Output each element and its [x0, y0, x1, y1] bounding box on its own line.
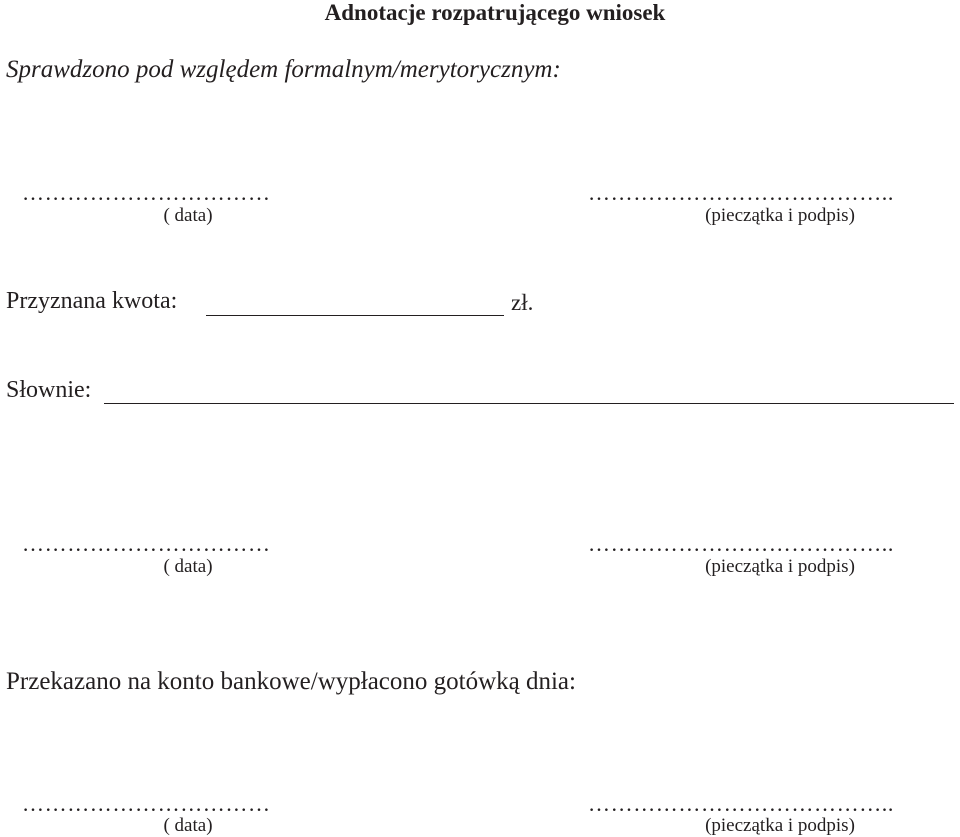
date-caption: ( data)	[163, 205, 213, 226]
date-dotted-line: ……………………………	[22, 180, 271, 205]
date-dotted-line: ……………………………	[22, 531, 271, 556]
date-caption: ( data)	[163, 815, 213, 836]
in-words-field[interactable]	[104, 403, 954, 404]
date-dotted-line: ……………………………	[22, 791, 271, 816]
date-caption: ( data)	[163, 556, 213, 577]
stamp-signature-caption: (pieczątka i podpis)	[705, 556, 855, 577]
currency-label: zł.	[511, 290, 534, 315]
stamp-dotted-line: …………………………………..	[588, 180, 894, 205]
review-check-label: Sprawdzono pod względem formalnym/merytorycznym:	[6, 56, 561, 83]
stamp-signature-caption: (pieczątka i podpis)	[705, 815, 855, 836]
stamp-dotted-line: …………………………………..	[588, 791, 894, 816]
in-words-label: Słownie:	[6, 377, 92, 403]
transfer-label: Przekazano na konto bankowe/wypłacono gotówką dnia:	[6, 668, 576, 695]
granted-amount-label: Przyznana kwota:	[6, 288, 178, 314]
granted-amount-field[interactable]	[206, 315, 504, 316]
page-title: Adnotacje rozpatrującego wniosek	[324, 0, 666, 25]
stamp-dotted-line: …………………………………..	[588, 531, 894, 556]
stamp-signature-caption: (pieczątka i podpis)	[705, 205, 855, 226]
